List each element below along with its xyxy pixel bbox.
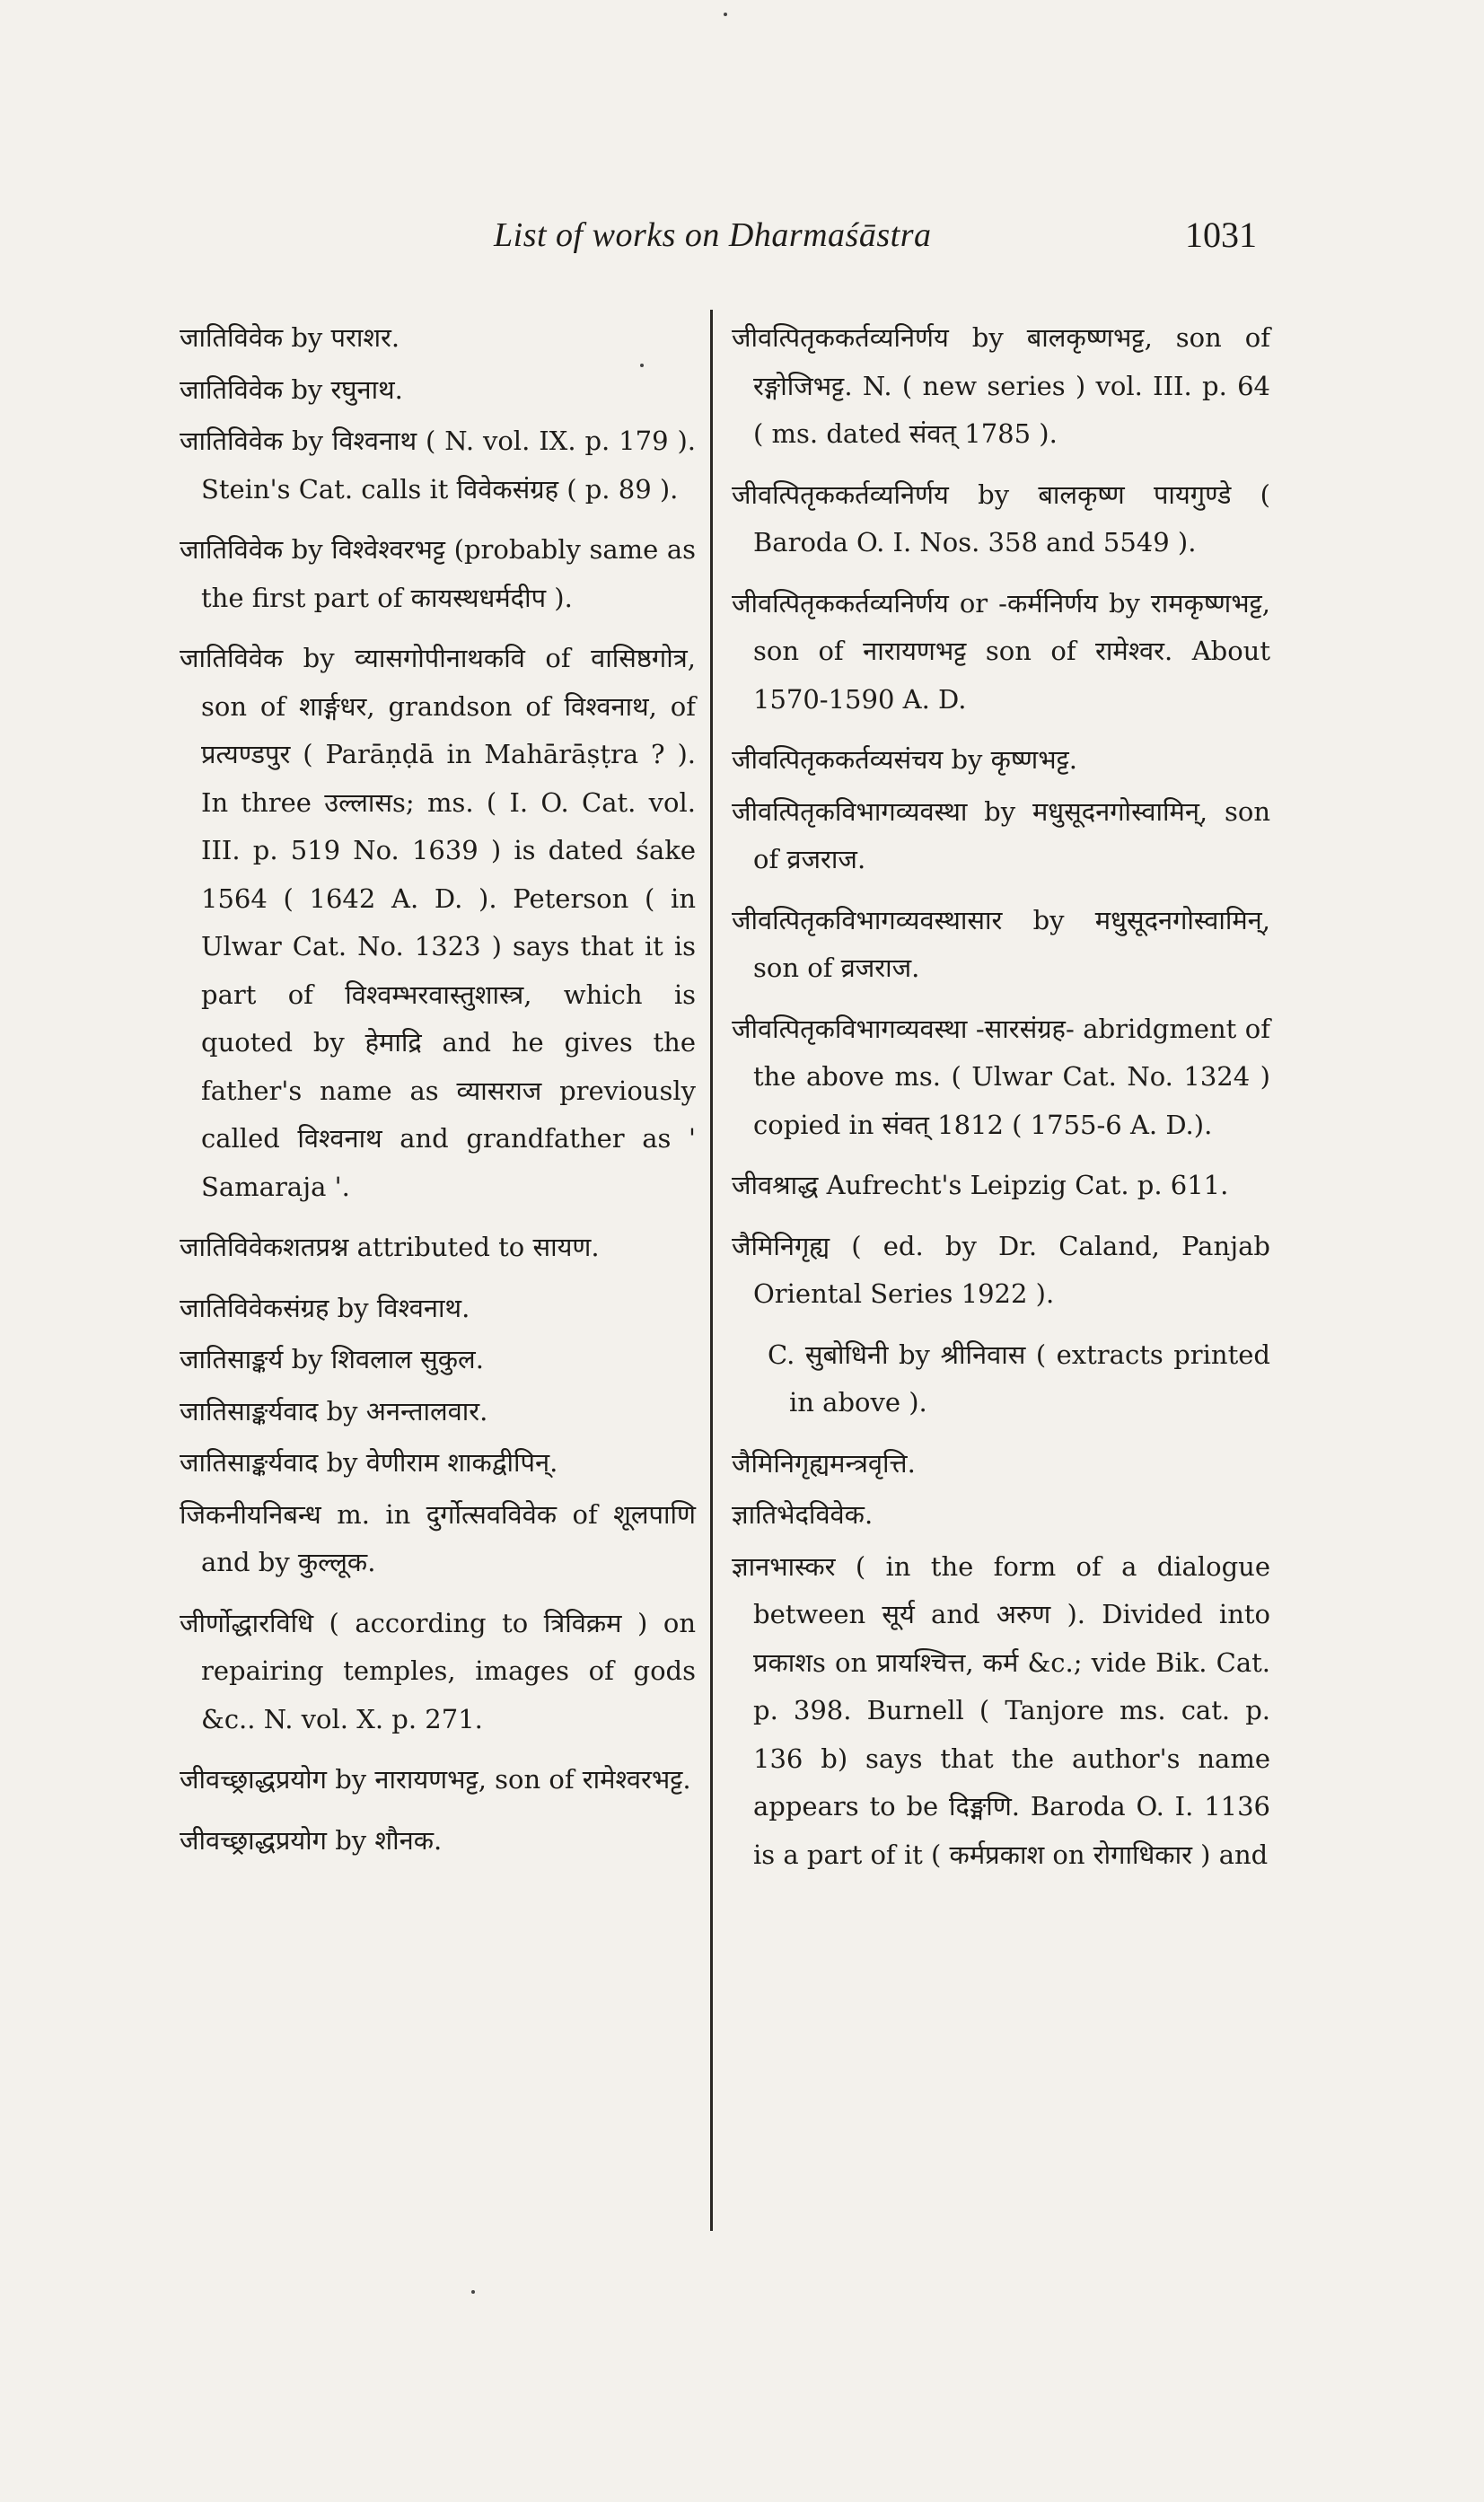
entry-jativiveka-vishvanatha: जातिविवेक by विश्वनाथ ( N. vol. IX. p. 179 ). Stein's Cat. calls it विवेकसंग्रह ( p. 89 ). (180, 426, 696, 505)
running-title: List of works on Dharmaśāstra (494, 216, 932, 254)
page-number: 1031 (1185, 215, 1257, 255)
entry-jivatpitrika-balakrishna-payagunde: जीवत्पितृककर्तव्यनिर्णय by बालकृष्ण पायगुण्डे ( Baroda O. I. Nos. 358 and 5549 ). (732, 478, 1270, 557)
entry-jativiveka-vyasagopinatha: जातिविवेक by व्यासगोपीनाथकवि of वासिष्ठगोत्र, son of शार्ङ्गधर, grandson of विश्वनाथ, of प्रत्यण्डपुर ( Parāṇḍā in Mahārāṣṭra ? ). In three उल्लासs; ms. ( I. O. Cat. vol. III. p. 519 No. 1639 ) is dated śake 1564 ( 1642 A. D. ). Peterson ( in Ulwar Cat. No. 1323 ) says that it is part of विश्वम्भरवास्तुशास्त्र, which is quoted by हेमाद्रि and he gives the father's name as व्यासराज previously called विश्वनाथ and grandfather as ' Samaraja '. (180, 643, 696, 1202)
entry-jivatpitrika-balakrishnabhatta: जीवत्पितृककर्तव्यनिर्णय by बालकृष्णभट्ट, son of रङ्गोजिभट्ट. N. ( new series ) vol. III. p. 64 ( ms. dated संवत् 1785 ). (732, 322, 1270, 449)
entry-jativivekashataprashna: जातिविवेकशतप्रश्न attributed to सायण. (180, 1232, 600, 1262)
entry-jaiminigrhyamantravrtti: जैमिनिगृह्यमन्त्रवृत्ति. (732, 1447, 916, 1479)
entry-jivacchraddhaprayoga-shaunaka: जीवच्छ्राद्धप्रयोग by शौनक. (180, 1824, 443, 1856)
entry-jatisankaryavada-veniram: जातिसाङ्कर्यवाद by वेणीराम शाकद्वीपिन्. (180, 1447, 558, 1478)
entry-jativiveka-raghunatha: जातिविवेक by रघुनाथ. (180, 373, 403, 405)
entry-jirnoddharavidhi: जीर्णोद्धारविधि ( according to त्रिविक्रम ) on repairing temples, images of gods &c.. N. vol. X. p. 271. (180, 1607, 696, 1734)
entry-jaiminigrhya: जैमिनिगृह्य ( ed. by Dr. Caland, Panjab Oriental Series 1922 ). (732, 1230, 1270, 1309)
entry-jivatpitrika-sanchaya: जीवत्पितृककर्तव्यसंचय by कृष्णभट्ट. (732, 744, 1078, 775)
entry-vibhagavyavastha: जीवत्पितृकविभागव्यवस्था by मधुसूदनगोस्वामिन्, son of व्रजराज. (732, 795, 1270, 874)
entry-jativiveka-parashara: जातिविवेक by पराशर. (180, 322, 400, 353)
column-divider (710, 310, 713, 2231)
entry-jikaniyanibandha: जिकनीयनिबन्ध m. in दुर्गोत्सवविवेक of शूलपाणि and by कुल्लूक. (180, 1498, 696, 1577)
print-speck (471, 2290, 475, 2294)
entry-jivatpitrika-ramakrishnabhatta: जीवत्पितृककर्तव्यनिर्णय or -कर्मनिर्णय by रामकृष्णभट्ट, son of नारायणभट्ट son of रामेश्वर. About 1570-1590 A. D. (732, 587, 1270, 715)
left-column (180, 314, 696, 1877)
entry-jivashraddha: जीवश्राद्ध Aufrecht's Leipzig Cat. p. 611. (732, 1170, 1229, 1200)
entry-subodhini-commentary: C. सुबोधिनी by श्रीनिवास ( extracts printed in above ). (768, 1339, 1270, 1418)
entry-vibhagavyavasthasara: जीवत्पितृकविभागव्यवस्थासार by मधुसूदनगोस्वामिन्, son of व्रजराज. (732, 904, 1270, 983)
entry-jivacchraddhaprayoga-narayanabhatta: जीवच्छ्राद्धप्रयोग by नारायणभट्ट, son of रामेश्वरभट्ट. (180, 1764, 691, 1795)
print-speck (724, 13, 727, 16)
right-column (732, 314, 1270, 1892)
entry-jnanabhaskara: ज्ञानभास्कर ( in the form of a dialogue between सूर्य and अरुण ). Divided into प्रकाशs on प्रायश्चित्त, कर्म &c.; vide Bik. Cat. p. 398. Burnell ( Tanjore ms. cat. p. 136 b) says that the author's name appears to be दिङ्मणि. Baroda O. I. 1136 is a part of it ( कर्मप्रकाश on रोगाधिकार ) and (732, 1550, 1270, 1870)
entry-jatisankaryavada-anantalvar: जातिसाङ्कर्यवाद by अनन्तालवार. (180, 1395, 488, 1427)
running-header (171, 208, 1257, 262)
entry-vibhagavyavastha-sarasangraha: जीवत्पितृकविभागव्यवस्था -सारसंग्रह- abridgment of the above ms. ( Ulwar Cat. No. 1324 ) copied in संवत् 1812 ( 1755-6 A. D.). (732, 1013, 1270, 1140)
entry-jatisankarya: जातिसाङ्कर्य by शिवलाल सुकुल. (180, 1344, 484, 1374)
entry-jativivekasangraha: जातिविवेकसंग्रह by विश्वनाथ. (180, 1292, 470, 1323)
entry-jativiveka-vishveshvarabhatta: जातिविवेक by विश्वेश्वरभट्ट (probably same as the first part of कायस्थधर्मदीप ). (180, 534, 696, 613)
entry-jnatibhedaviveka: ज्ञातिभेदविवेक. (732, 1499, 874, 1530)
print-speck (640, 364, 644, 367)
